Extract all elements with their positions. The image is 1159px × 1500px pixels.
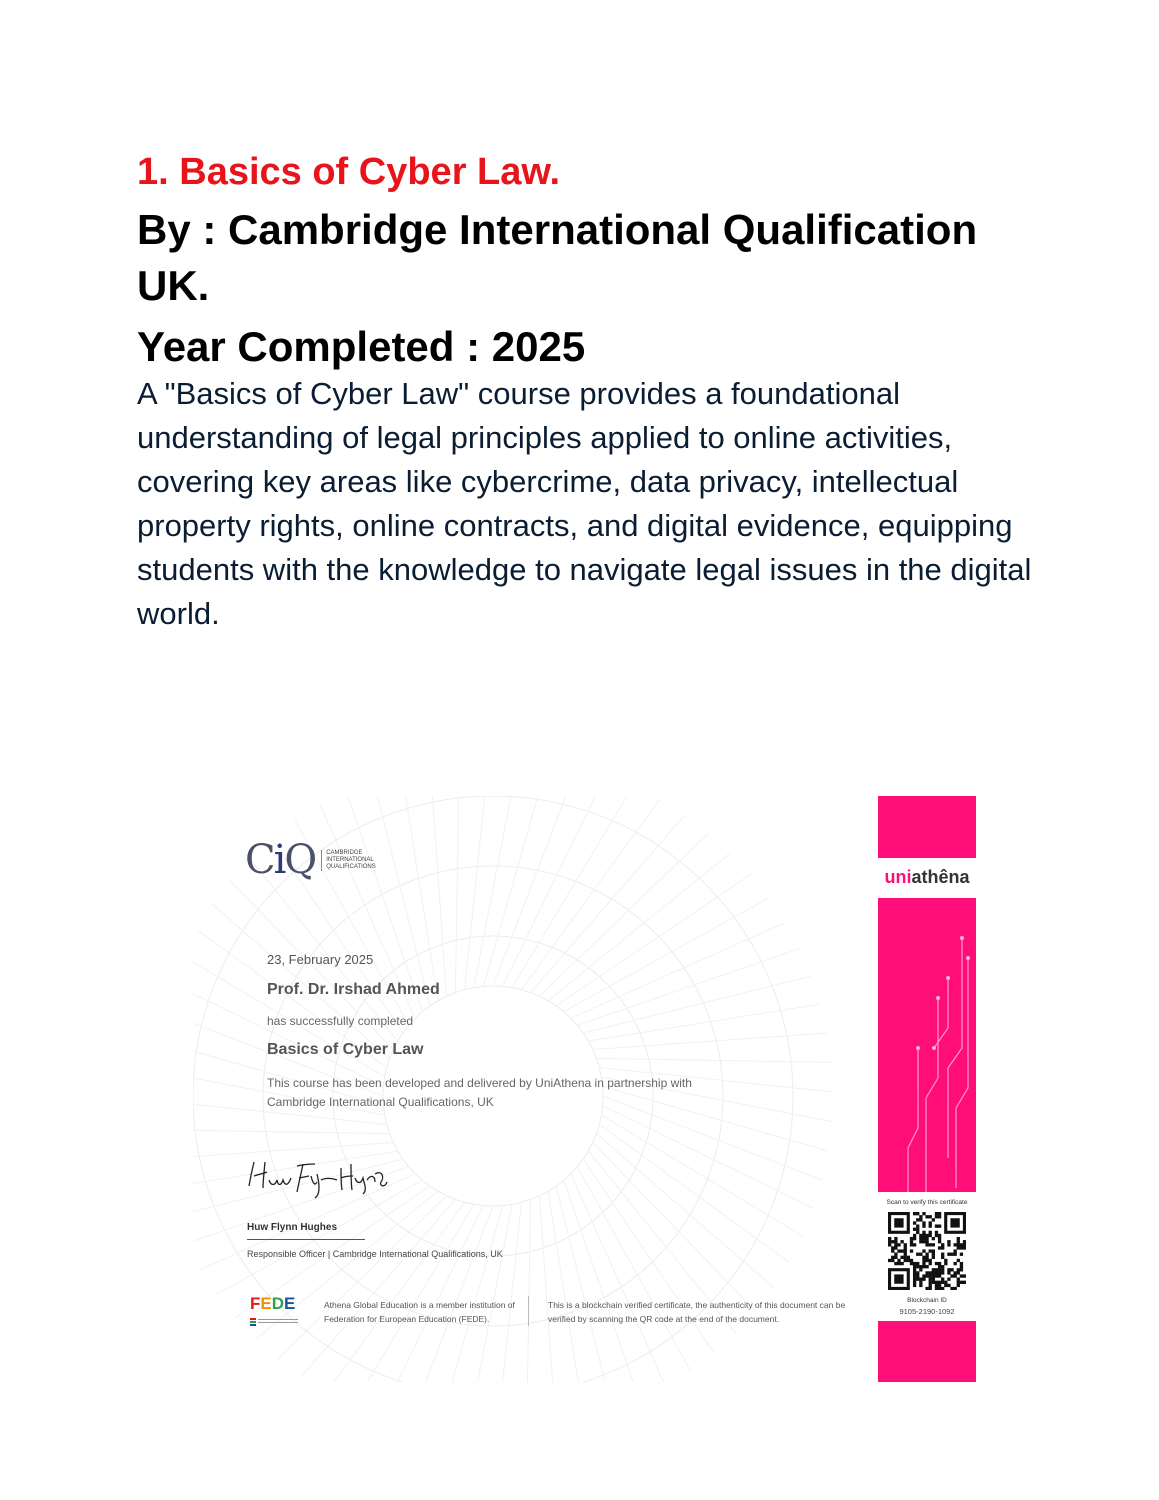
guilloche-line: [548, 853, 731, 1001]
brand-prefix: uni: [884, 867, 912, 887]
guilloche-line: [409, 1206, 493, 1382]
guilloche-line: [527, 1199, 531, 1382]
blockchain-id-value: 9105-2190-1092: [899, 1307, 955, 1316]
course-description: A "Basics of Cyber Law" course provides a foundational understanding of legal principles applied to online activities, covering key areas like cybercrime, data privacy, intellectual property rights, online contracts, and digital evidence, equipping students with the knowledge to navigate legal issues in the digital world.: [137, 376, 1032, 631]
handwritten-signature: [245, 1156, 395, 1200]
guilloche-line: [353, 1204, 474, 1382]
uniathena-sidebar: [878, 796, 976, 1382]
signature-divider: [247, 1239, 365, 1240]
course-entry: [137, 148, 1037, 636]
guilloche-line: [571, 923, 786, 1019]
guilloche-line: [380, 1206, 483, 1382]
footer-divider: [528, 1296, 529, 1326]
guilloche-line: [593, 1142, 756, 1311]
scan-to-verify-label: Scan to verify this certificate: [886, 1199, 968, 1206]
signatory-role: Responsible Officer | Cambridge International Qualifications, UK: [247, 1249, 503, 1259]
guilloche-line: [531, 815, 685, 992]
sidebar-top-band: [878, 796, 976, 858]
course-title: 1. Basics of Cyber Law.: [137, 151, 561, 193]
partnership-text: This course has been developed and delivered by UniAthena in partnership with Cambridge International Qualifications, UK: [267, 1076, 692, 1109]
ciq-logo-mark: CiQ: [245, 837, 316, 883]
completion-text: has successfully completed: [267, 1014, 414, 1028]
certificate: [193, 796, 976, 1382]
fede-logo-stripes: [250, 1317, 302, 1327]
signatory-name: Huw Flynn Hughes: [247, 1222, 337, 1233]
ciq-logo: [245, 837, 378, 883]
sidebar-bottom-band: [878, 1321, 976, 1382]
guilloche-line: [596, 1134, 773, 1288]
guilloche-line: [539, 833, 708, 996]
guilloche-line: [599, 1124, 789, 1262]
blockchain-id-label: Blockchain ID: [907, 1297, 947, 1304]
guilloche-line: [596, 1058, 831, 1062]
recipient-name: Prof. Dr. Irshad Ahmed: [267, 981, 440, 998]
uniathena-logo: [878, 867, 976, 888]
guilloche-line: [548, 1191, 585, 1382]
guilloche-line: [465, 796, 489, 990]
year-completed-line: Year Completed : 2025: [137, 323, 586, 370]
guilloche-line: [593, 1033, 827, 1049]
guilloche-line: [455, 796, 459, 993]
blockchain-note: This is a blockchain verified certificate, the authenticity of this document can be verified by scanning the QR code at the end of the document.: [548, 1300, 846, 1324]
guilloche-line: [556, 874, 751, 1005]
circuit-pattern: [878, 898, 976, 1192]
guilloche-line: [401, 796, 438, 1001]
guilloche-line: [193, 1130, 390, 1134]
guilloche-line: [503, 796, 606, 986]
ciq-logo-subtitle: CAMBRIDGE INTERNATIONAL QUALIFICATIONS: [321, 850, 378, 871]
certificate-course-name: Basics of Cyber Law: [267, 1041, 424, 1058]
brand-suffix: athêna: [911, 867, 970, 887]
verification-qr-code[interactable]: [888, 1212, 966, 1290]
fede-logo-text: FEDE: [250, 1294, 296, 1313]
guilloche-line: [521, 800, 659, 990]
guilloche-line: [474, 796, 519, 988]
guilloche-line: [603, 1106, 814, 1209]
guilloche-line: [497, 1202, 521, 1382]
guilloche-line: [483, 796, 548, 986]
guilloche-line: [512, 796, 633, 988]
fede-logo: [250, 1294, 306, 1326]
certificate-date: 23, February 2025: [267, 952, 374, 967]
guilloche-line: [278, 1196, 447, 1359]
issuer-line: By : Cambridge International Qualification UK.: [137, 206, 978, 309]
guilloche-line: [373, 796, 430, 1006]
fede-membership-note: Athena Global Education is a member institution of Federation for European Education (FEDE).: [324, 1300, 515, 1324]
sidebar-circuit-band: [878, 898, 976, 1192]
